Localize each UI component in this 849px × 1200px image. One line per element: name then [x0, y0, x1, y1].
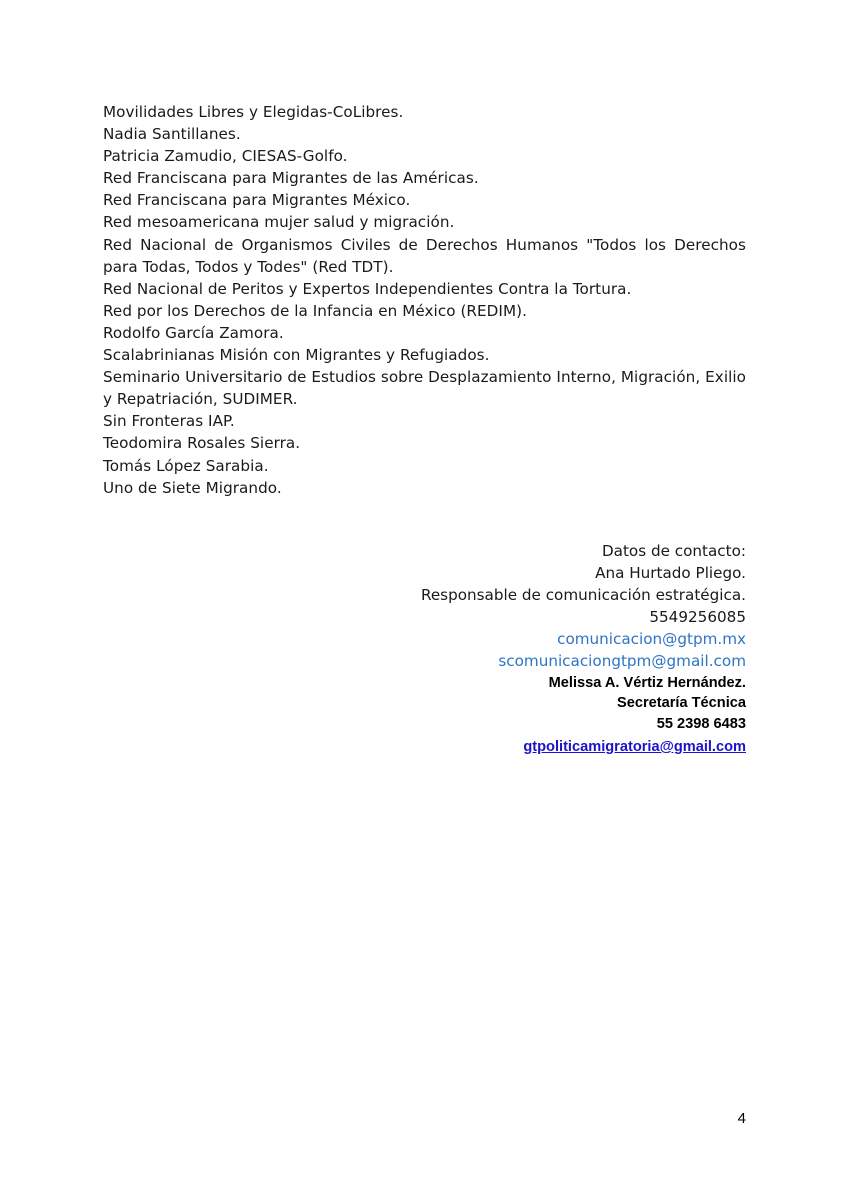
contact-block: [246, 540, 746, 758]
list-item: Nadia Santillanes.: [103, 125, 241, 144]
contact-heading: Datos de contacto:: [601, 542, 746, 560]
secretary-name: Melissa A. Vértiz Hernández.: [548, 674, 746, 691]
secretary-email-link[interactable]: gtpoliticamigratoria@gmail.com: [523, 738, 746, 755]
contact-name: Ana Hurtado Pliego.: [595, 564, 746, 583]
list-item: Red por los Derechos de la Infancia en México (REDIM).: [103, 301, 527, 320]
contact-role: Responsable de comunicación estratégica.: [420, 586, 746, 605]
list-item: Teodomira Rosales Sierra.: [103, 434, 301, 453]
signatory-list: [103, 101, 746, 499]
list-item: Uno de Siete Migrando.: [103, 478, 282, 497]
list-item: Red Nacional de Organismos Civiles de Derechos Humanos "Todos los Derechos para Todas, Todos y Todes" (Red TDT).: [103, 235, 746, 276]
list-item: Red Nacional de Peritos y Expertos Independientes Contra la Tortura.: [103, 279, 632, 298]
list-item: Sin Fronteras IAP.: [103, 412, 235, 431]
page-number: 4: [737, 1110, 746, 1127]
list-item: Rodolfo García Zamora.: [103, 323, 284, 342]
list-item: Tomás López Sarabia.: [103, 456, 269, 475]
secretary-role: Secretaría Técnica: [617, 695, 746, 712]
list-item: Red mesoamericana mujer salud y migración.: [103, 213, 455, 232]
list-item: Movilidades Libres y Elegidas-CoLibres.: [103, 103, 404, 121]
contact-email-link[interactable]: scomunicaciongtpm@gmail.com: [498, 652, 746, 671]
list-item: Scalabrinianas Misión con Migrantes y Refugiados.: [103, 346, 490, 365]
list-item: Red Franciscana para Migrantes México.: [103, 191, 411, 210]
secretary-phone: 55 2398 6483: [656, 716, 746, 733]
contact-email-link[interactable]: comunicacion@gtpm.mx: [557, 630, 746, 649]
list-item: Red Franciscana para Migrantes de las Américas.: [103, 169, 479, 188]
list-item: Seminario Universitario de Estudios sobre Desplazamiento Interno, Migración, Exilio y Repatriación, SUDIMER.: [103, 368, 746, 409]
list-item: Patricia Zamudio, CIESAS-Golfo.: [103, 147, 348, 166]
contact-phone: 5549256085: [649, 608, 746, 627]
